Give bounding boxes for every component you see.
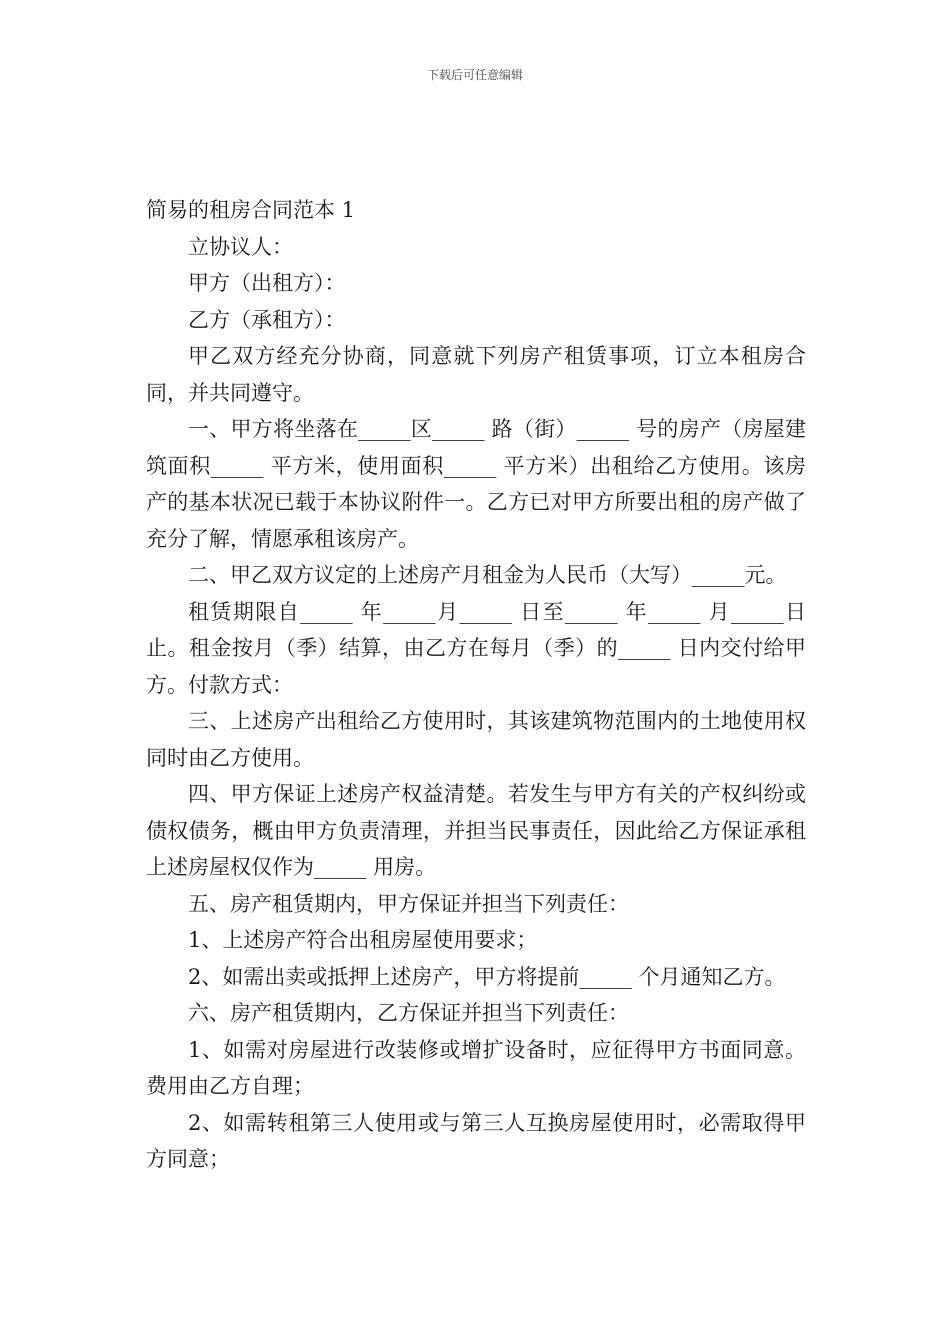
paragraph: 五、房产租赁期内，甲方保证并担当下列责任： [188,891,629,916]
paragraph: 租赁期限自_____ 年_____月_____ 日至_____ 年_____ 月_____日止。租金按月（季）结算，由乙方在每月（季）的_____ 日内交付给甲方。付款方式： [146,599,806,697]
paragraph: 2、如需转租第三人使用或与第三人互换房屋使用时，必需取得甲方同意； [146,1110,806,1171]
paragraph: 1、上述房产符合出租房屋使用要求； [188,928,538,952]
paragraph: 六、房产租赁期内，乙方保证并担当下列责任： [188,1001,629,1025]
paragraph: 2、如需出卖或抵押上述房产，甲方将提前_____ 个月通知乙方。 [188,964,786,989]
paragraph: 立协议人： [188,234,293,259]
paragraph: 二、甲乙双方议定的上述房产月租金为人民币（大写）_____元。 [188,563,787,587]
document-title: 简易的租房合同范本 1 [146,198,356,222]
paragraph: 三、上述房产出租给乙方使用时，其该建筑物范围内的土地使用权同时由乙方使用。 [146,709,806,770]
paragraph: 甲方（出租方）： [188,271,346,295]
paragraph: 1、如需对房屋进行改装修或增扩设备时，应征得甲方书面同意。费用由乙方自理； [146,1037,806,1098]
paragraph: 四、甲方保证上述房产权益清楚。若发生与甲方有关的产权纠纷或债权债务，概由甲方负责清理，并担当民事责任，因此给乙方保证承租上述房屋权仅作为_____ 用房。 [146,782,806,879]
paragraph: 乙方（承租方）： [188,307,346,332]
paragraph: 一、甲方将坐落在_____区_____ 路（街）_____ 号的房产（房屋建筑面积_____ 平方米，使用面积_____ 平方米）出租给乙方使用。该房产的基本状况已载于本协议附件一。乙方已对甲方所要出租的房产做了充分了解，情愿承租该房产。 [146,417,806,551]
header-note: 下载后可任意编辑 [426,68,523,82]
document-body [146,192,806,1178]
paragraph: 甲乙双方经充分协商，同意就下列房产租赁事项，订立本租房合同，并共同遵守。 [146,344,806,405]
